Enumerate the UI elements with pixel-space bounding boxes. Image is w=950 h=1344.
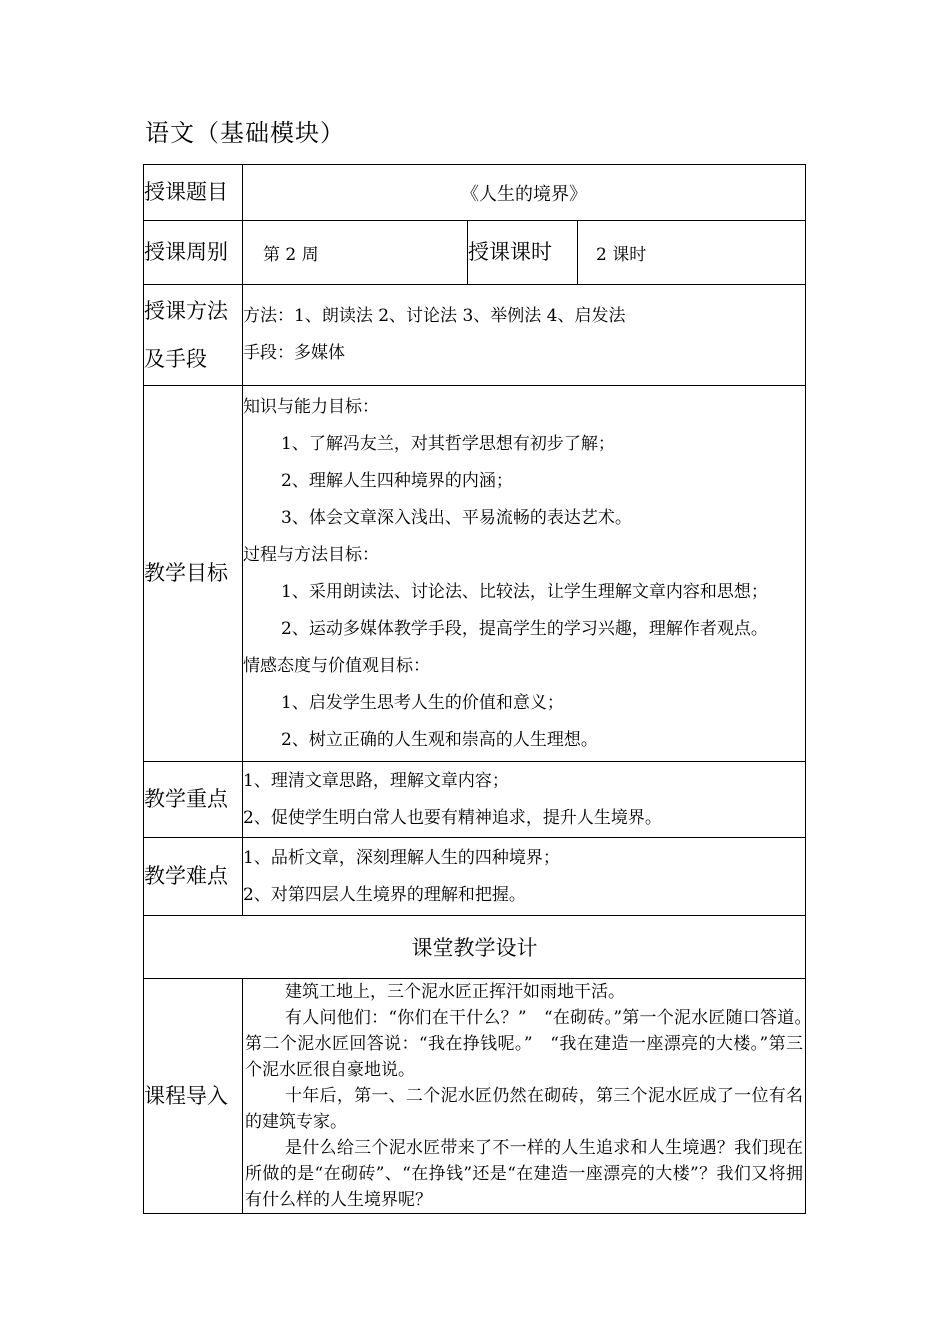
week-row	[144, 221, 806, 285]
emotion-heading: 情感态度与价值观目标：	[243, 655, 430, 676]
document-title: 语文（基础模块）	[145, 119, 345, 147]
method-label-line2: 及手段	[144, 347, 207, 371]
difficulties-label: 教学难点	[144, 838, 243, 916]
knowledge-item: 2、理解人生四种境界的内涵；	[281, 470, 513, 491]
intro-content	[243, 979, 821, 1214]
objectives-label: 教学目标	[144, 386, 243, 762]
lesson-plan-table	[143, 164, 821, 1214]
design-heading: 课堂教学设计	[144, 916, 806, 979]
hours-value: 2 课时	[578, 221, 806, 285]
method-label-line1: 授课方法	[144, 299, 228, 323]
method-line: 方法：1、朗读法 2、讨论法 3、举例法 4、启发法	[243, 306, 626, 326]
method-content	[243, 285, 806, 386]
key-point-item: 2、促使学生明白常人也要有精神追求，提升人生境界。	[243, 807, 662, 828]
objectives-row	[144, 386, 806, 762]
intro-paragraph: 十年后，第一、二个泥水匠仍然在砌砖，第三个泥水匠成了一位有名的建筑专家。	[245, 1086, 804, 1132]
method-row	[144, 285, 806, 386]
difficulties-content	[243, 838, 806, 916]
intro-paragraph: 是什么给三个泥水匠带来了不一样的人生追求和人生境遇？我们现在所做的是“在砌砖”、“在挣钱”还是“在建造一座漂亮的大楼”？我们又将拥有什么样的人生境界呢？	[245, 1138, 804, 1210]
difficulty-item: 2、对第四层人生境界的理解和把握。	[243, 884, 526, 905]
week-value: 第 2 周	[243, 221, 468, 285]
key-point-item: 1、理清文章思路，理解文章内容；	[243, 770, 509, 791]
topic-row	[144, 165, 806, 221]
emotion-item: 2、树立正确的人生观和崇高的人生理想。	[281, 729, 598, 750]
process-item: 1、采用朗读法、讨论法、比较法，让学生理解文章内容和思想；	[281, 581, 768, 602]
emotion-item: 1、启发学生思考人生的价值和意义；	[281, 692, 564, 713]
method-label	[144, 285, 243, 386]
design-heading-row	[144, 916, 806, 979]
knowledge-heading: 知识与能力目标：	[243, 396, 379, 417]
difficulty-item: 1、品析文章，深刻理解人生的四种境界；	[243, 847, 560, 868]
process-item: 2、运动多媒体教学手段，提高学生的学习兴趣，理解作者观点。	[281, 618, 768, 639]
week-label: 授课周别	[144, 221, 243, 285]
hours-label: 授课课时	[468, 221, 578, 285]
process-heading: 过程与方法目标：	[243, 544, 379, 565]
knowledge-item: 1、了解冯友兰，对其哲学思想有初步了解；	[281, 433, 615, 454]
intro-label: 课程导入	[144, 979, 243, 1214]
key-points-content	[243, 762, 806, 838]
intro-row	[144, 979, 806, 1214]
intro-paragraph: 建筑工地上，三个泥水匠正挥汗如雨地干活。	[285, 982, 625, 1002]
key-points-label: 教学重点	[144, 762, 243, 838]
knowledge-item: 3、体会文章深入浅出、平易流畅的表达艺术。	[281, 507, 632, 528]
topic-label: 授课题目	[144, 165, 243, 221]
difficulties-row	[144, 838, 806, 916]
intro-paragraph: 有人问他们：“你们在干什么？” “在砌砖。”第一个泥水匠随口答道。 第二个泥水匠回答说：“我在挣钱呢。” “我在建造一座漂亮的大楼。”第三个泥水匠很自豪地说。	[245, 1008, 821, 1080]
key-points-row	[144, 762, 806, 838]
objectives-content	[243, 386, 806, 762]
topic-value: 《人生的境界》	[243, 165, 806, 221]
means-line: 手段：多媒体	[243, 343, 345, 363]
